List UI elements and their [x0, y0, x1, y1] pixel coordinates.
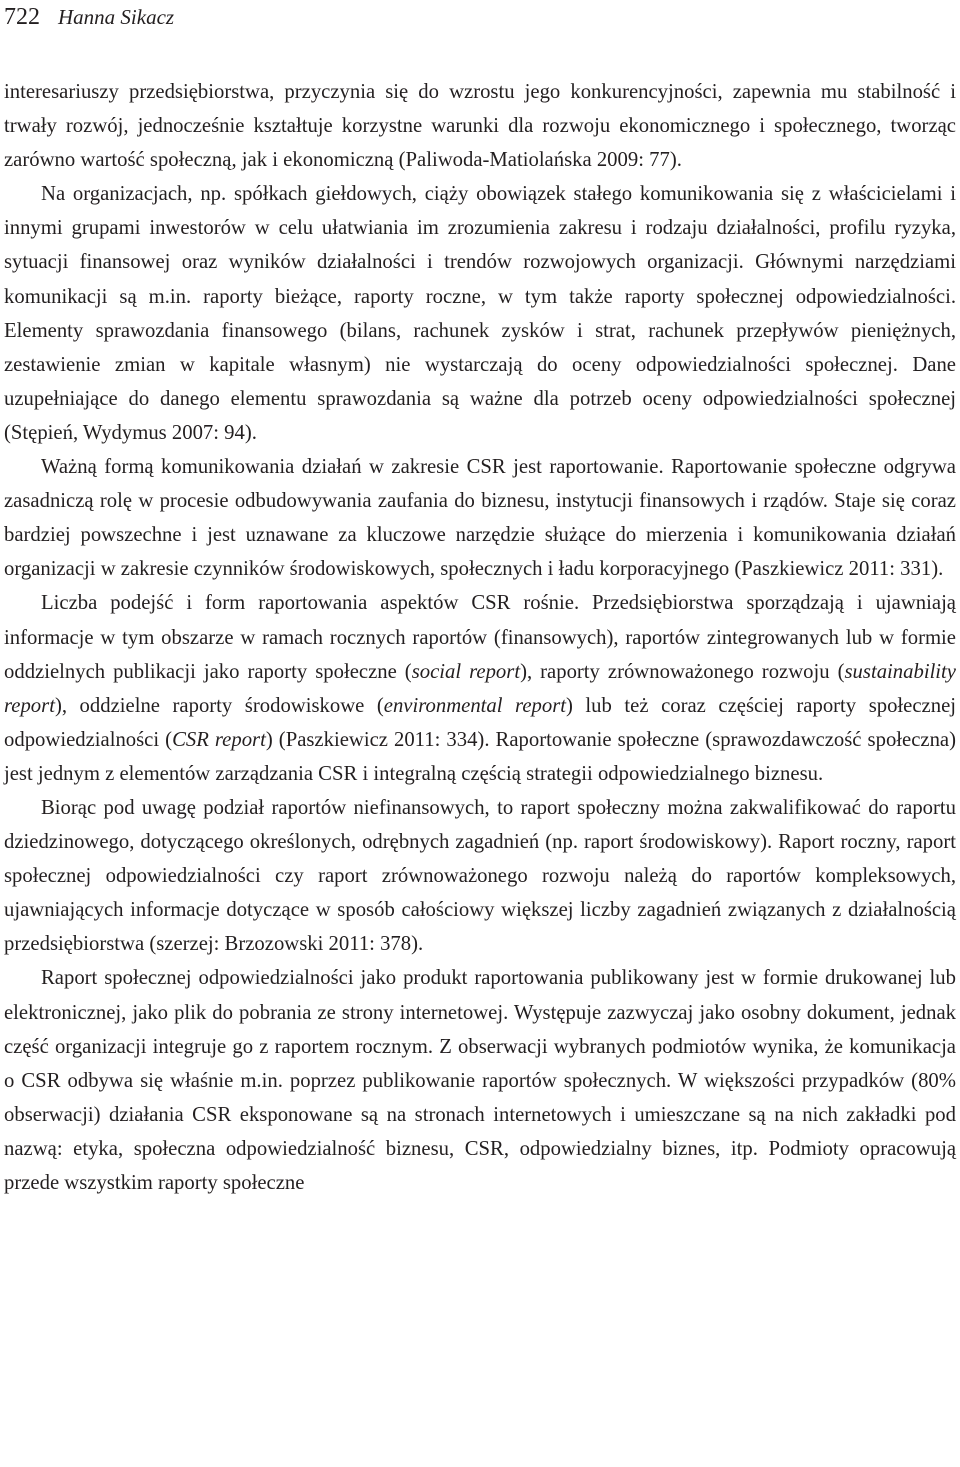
- body-text: [4, 75, 956, 1200]
- term-social-report: social report: [411, 660, 521, 683]
- paragraph-2: Na organizacjach, np. spółkach giełdowych, ciąży obowiązek stałego komunikowania się z właścicielami i innymi grupami inwestorów w celu ułatwiania im zrozumienia zakresu i rodzaju działalności, profilu ryzyka, sytuacji finansowej oraz wyników działalności i trendów rozwojowych organizacji. Głównymi narzędziami komunikacji są m.in. raporty bieżące, raporty roczne, w tym także raporty społecznej odpowiedzialności. Elementy sprawozdania finansowego (bilans, rachunek zysków i strat, rachunek przepływów pieniężnych, zestawienie zmian w kapitale własnym) nie wystarczają do oceny odpowiedzialności społecznej. Dane uzupełniające do danego elementu sprawozdania są ważne dla potrzeb oceny odpowiedzialności społecznej (Stępień, Wydymus 2007: 94).: [4, 183, 956, 444]
- paragraph-3: Ważną formą komunikowania działań w zakresie CSR jest raportowanie. Raportowanie społeczne odgrywa zasadniczą rolę w procesie odbudowywania zaufania do biznesu, instytucji finansowych i rządów. Staje się coraz bardziej powszechne i jest uznawane za kluczowe narzędzie służące do mierzenia i komunikowania działań organizacji w zakresie czynników środowiskowych, społecznych i ładu korporacyjnego (Paszkiewicz 2011: 331).: [4, 456, 956, 581]
- paragraph-4-text-1: Liczba podejść i form raportowania aspektów CSR rośnie. Przedsiębiorstwa sporządzają i ujawniają informacje w tym obszarze w ramach rocznych raportów (finansowych), raportów zintegrowanych lub w formie oddzielnych publikacji jako raporty społeczne (: [4, 592, 956, 683]
- paragraph-4-text-5: ) (Paszkiewicz 2011: 334). Raportowanie społeczne (sprawozdawczość społeczna) jest jednym z elementów zarządzania CSR i integralną częścią strategii odpowiedzialnego biznesu.: [4, 728, 956, 785]
- paragraph-4-text-2: ), raporty zrównoważonego rozwoju (: [520, 660, 845, 683]
- paragraph-6: Raport społecznej odpowiedzialności jako produkt raportowania publikowany jest w formie drukowanej lub elektronicznej, jako plik do pobrania ze strony internetowej. Występuje zazwyczaj jako osobny dokument, jednak część organizacji integruje go z raportem rocznym. Z obserwacji wybranych podmiotów wynika, że komunikacja o CSR odbywa się właśnie m.in. poprzez publikowanie raportów społecznych. W większości przypadków (80% obserwacji) działania CSR eksponowane są na stronach internetowych i umieszczane są na nich zakładki pod nazwą: etyka, społeczna odpowiedzialność biznesu, CSR, odpowiedzialny biznes, itp. Podmioty opracowują przede wszystkim raporty społeczne: [4, 967, 956, 1194]
- paragraph-4-text-4: ) lub też coraz częściej raporty społecznej odpowiedzialności (: [4, 694, 956, 751]
- running-head: [4, 2, 174, 32]
- paragraph-1: interesariuszy przedsiębiorstwa, przyczynia się do wzrostu jego konkurencyjności, zapewnia mu stabilność i trwały rozwój, jednocześnie kształtuje korzystne warunki dla rozwoju ekonomicznego i społecznego, tworząc zarówno wartość społeczną, jak i ekonomiczną (Paliwoda-Matiolańska 2009: 77).: [4, 81, 956, 172]
- term-environmental-report: environmental report: [383, 694, 566, 717]
- paragraph-4: [4, 586, 956, 791]
- term-csr-report: CSR report: [172, 728, 266, 751]
- term-sustainability-report: sustainability report: [4, 660, 956, 717]
- running-head-author: Hanna Sikacz: [58, 5, 175, 29]
- page-number: 722: [4, 4, 40, 30]
- paragraph-5: Biorąc pod uwagę podział raportów niefinansowych, to raport społeczny można zakwalifikować do raportu dziedzinowego, dotyczącego określonych, odrębnych zagadnień (np. raport środowiskowy). Raport roczny, raport społecznej odpowiedzialności czy raport zrównoważonego rozwoju należą do raportów kompleksowych, ujawniających informacje dotyczące w sposób całościowy większej liczby zagadnień związanych z działalnością przedsiębiorstwa (szerzej: Brzozowski 2011: 378).: [4, 796, 956, 956]
- paragraph-4-text-3: ), oddzielne raporty środowiskowe (: [54, 694, 384, 717]
